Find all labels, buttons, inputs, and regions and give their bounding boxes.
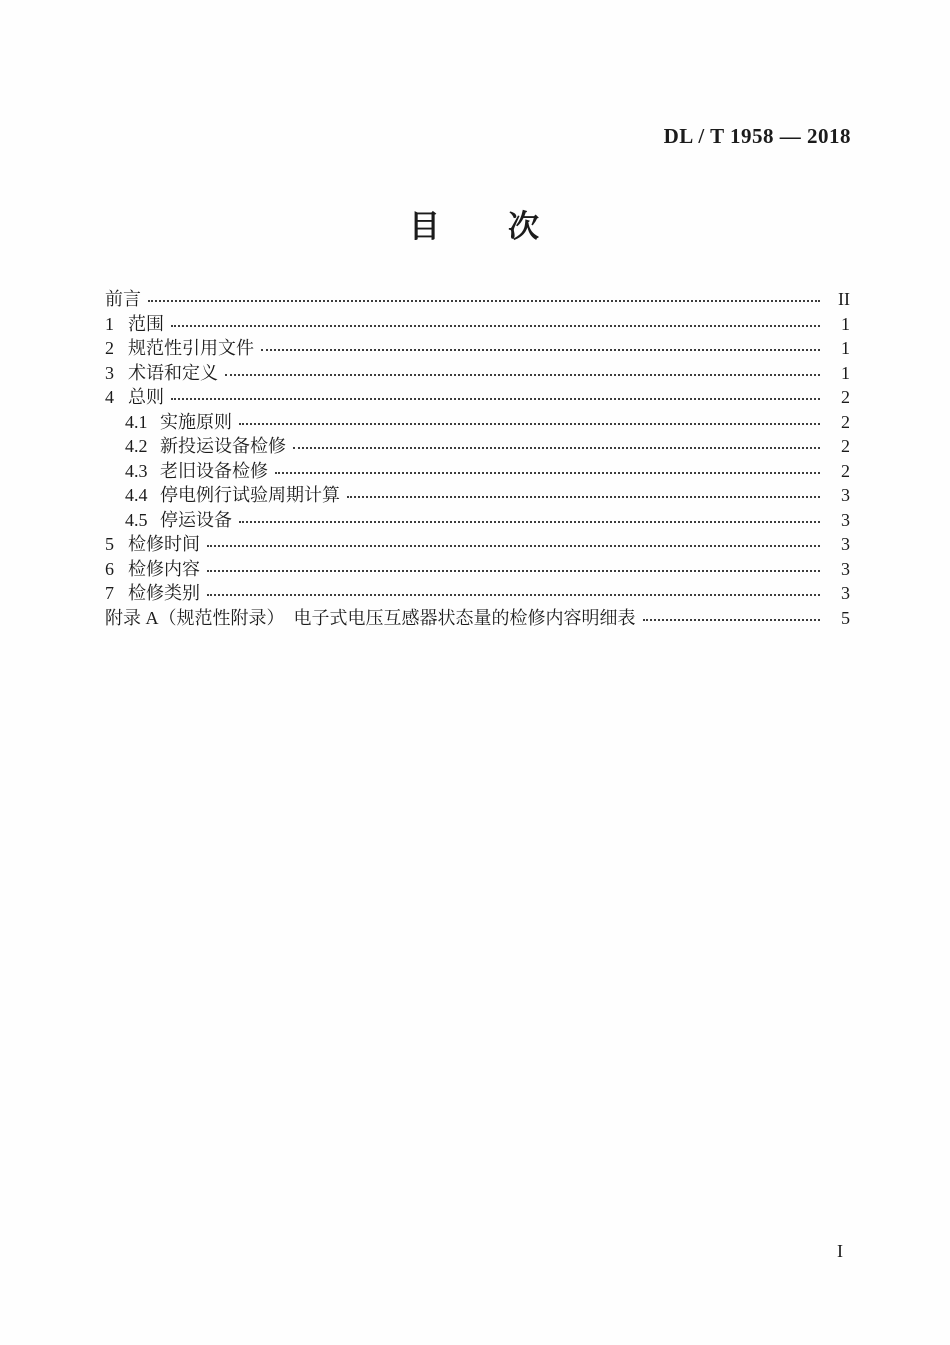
toc-entry-number: 4.1 [125,411,148,432]
toc-dotted-leader [148,300,820,302]
toc-entry-label: 前言 [105,289,141,309]
toc-entry-number: 4.2 [125,436,148,456]
toc-entry-page: 5 [841,607,850,628]
toc-entry [105,287,850,312]
toc-entry [105,606,850,631]
toc-entry-label: 检修时间 [128,534,200,554]
toc-dotted-leader [207,570,820,572]
toc-entry-number: 1 [105,313,114,334]
toc-entry-number: 5 [105,534,114,554]
toc-entry-label: 检修类别 [128,583,200,603]
toc-entry-label: 停运设备 [160,509,232,530]
toc-entry-label: 总则 [128,387,164,407]
toc-dotted-leader [207,594,820,596]
toc-dotted-leader [239,521,820,523]
toc-entry-page: 2 [841,436,850,456]
toc-entry-page: 3 [841,583,850,603]
toc-entry-number: 4.3 [125,460,148,481]
toc-dotted-leader [643,619,821,621]
toc-entry-label: 新投运设备检修 [160,436,286,456]
toc-entry [105,336,850,361]
doc-code: DL / T 1958 — 2018 [663,124,851,148]
toc-dotted-leader [293,447,820,449]
toc-entry-number: 4.4 [125,485,148,505]
toc-entry-label: 术语和定义 [128,362,218,383]
toc-entry [105,434,850,459]
toc-dotted-leader [207,545,820,547]
toc-entry-page: 2 [841,460,850,481]
toc-entry-page: 1 [841,313,850,334]
toc-entry-number: 7 [105,583,114,603]
toc-dotted-leader [347,496,820,498]
toc-dotted-leader [225,374,820,376]
toc-entry [105,410,850,435]
toc-entry [105,385,850,410]
toc-dotted-leader [171,325,820,327]
toc-entry-page: 3 [841,509,850,530]
footer-page-number: I [837,1241,843,1261]
toc-entry-page: II [838,289,850,309]
toc-list [105,287,850,630]
toc-entry [105,483,850,508]
toc-entry [105,508,850,533]
toc-entry-label: 实施原则 [160,411,232,432]
toc-entry-number: 4 [105,387,114,407]
toc-entry [105,312,850,337]
page-title: 目 次 [409,209,541,244]
toc-entry [105,581,850,606]
toc-entry-label: 检修内容 [128,558,200,579]
toc-entry-label: 老旧设备检修 [160,460,268,481]
toc-entry-label: 停电例行试验周期计算 [160,485,340,505]
toc-entry-label: 范围 [128,313,164,334]
toc-entry-page: 2 [841,411,850,432]
toc-dotted-leader [171,398,820,400]
toc-entry-number: 4.5 [125,509,148,530]
toc-entry [105,459,850,484]
toc-entry [105,557,850,582]
toc-entry-label: 附录 A（规范性附录） 电子式电压互感器状态量的检修内容明细表 [105,607,636,628]
toc-entry-number: 2 [105,338,114,358]
toc-entry-page: 2 [841,387,850,407]
toc-entry-page: 1 [841,362,850,383]
toc-entry-number: 3 [105,362,114,383]
toc-entry-page: 3 [841,485,850,505]
toc-entry-page: 3 [841,534,850,554]
toc-entry [105,532,850,557]
toc-entry-label: 规范性引用文件 [128,338,254,358]
toc-entry-page: 3 [841,558,850,579]
toc-entry-number: 6 [105,558,114,579]
toc-dotted-leader [261,349,820,351]
toc-entry [105,361,850,386]
toc-dotted-leader [239,423,820,425]
toc-entry-page: 1 [841,338,850,358]
toc-dotted-leader [275,472,820,474]
